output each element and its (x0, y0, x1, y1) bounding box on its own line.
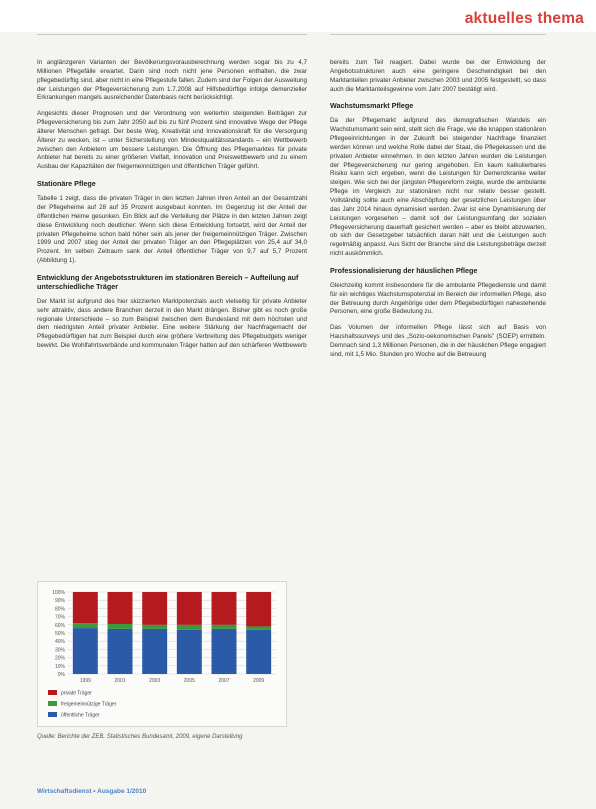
x-tick-label: 1999 (79, 678, 91, 684)
bar-segment (212, 625, 237, 629)
bar-segment (142, 629, 167, 674)
bar-segment (246, 630, 271, 674)
bar-segment (108, 592, 133, 624)
right-paragraph: Gleichzeitig kommt insbesondere für die ambulante Pflegedienste und damit für ein wichtiges Wachstumspotenzial im Bereich der informellen Pflege, also der Betreuung durch Angehörige oder dem Pflegebedürftigen nahestehende Personen, eine große Bedeutung zu. (330, 281, 546, 316)
header-rule-right (330, 34, 546, 35)
right-paragraph: Das Volumen der informellen Pflege lässt sich auf Basis von Haushaltssurveys und des „Sozio-oekonomischen Panels" (SOEP) ermitteln. Demnach sind 1,3 Millionen Personen, die in der häuslichen Pflege engagiert sind, mit 1,5 Mio. Stunden pro Woche auf die Betreuung (330, 324, 546, 358)
right-column (330, 59, 546, 367)
legend-swatch (48, 712, 57, 717)
bar-segment (73, 623, 98, 628)
bar-segment (177, 625, 202, 630)
x-tick-label: 2007 (218, 678, 230, 684)
section-title: aktuelles thema (464, 10, 584, 27)
bar-segment (108, 629, 133, 674)
y-tick-label: 40% (54, 639, 65, 646)
right-paragraph: Da der Pflegemarkt aufgrund des demografischen Wandels ein Wachstumsmarkt sein wird, stellt sich die Frage, wie die knappen stationären Pflegeeinrichtungen in der Zukunft bei steigender Nachfrage finanziert werden können und welche Rolle dabei der Staat, die Pflegekassen und die privaten Anbieter einnehmen. In den letzten Jahren wurden die Leistungen der Pflegeversicherung nur gering angehoben. Ein kaum kalkulierbares Risiko kann sich ergeben, wenn die Leistungen für Demenzkranke weiter steigen. Wie sich bei der jüngsten Pflegereform zeigte, wurde die ambulante Pflege im Vergleich zur stationären nicht nur relativ besser gestellt. Vollständig sollte auch eine Abschöpfung der gesetzlichen Leistungen über das Jahr 2014 hinaus dynamisiert werden. Zwar ist eine Dynamisierung der Leistungen vorgesehen – damit soll der Leistungsumfang der sozialen Pflegeversicherung dauerhaft gesichert werden – aber es bleibt abzuwarten, ob sich der Gesetzgeber tatsächlich daran hält und die Leistungen auch regelmäßig anpasst. Aus Sicht der Branche sind die Leistungsbeträge derzeit nicht auskömmlich. (330, 117, 546, 258)
legend-swatch (48, 690, 57, 695)
y-tick-label: 0% (57, 672, 65, 678)
bar-segment (108, 624, 133, 629)
stacked-bar-chart (38, 582, 286, 726)
subheading-stationaere-pflege: Stationäre Pflege (37, 179, 96, 189)
y-tick-label: 70% (54, 614, 65, 621)
y-tick-label: 90% (54, 598, 65, 605)
y-tick-label: 80% (54, 606, 65, 613)
y-tick-label: 50% (54, 631, 65, 637)
x-tick-label: 2001 (114, 678, 126, 684)
bar-segment (73, 592, 98, 623)
subheading-wachstumsmarkt: Wachstumsmarkt Pflege (330, 101, 414, 111)
bar-segment (142, 625, 167, 629)
x-tick-label: 2005 (183, 678, 195, 684)
bar-segment (246, 592, 271, 626)
x-tick-label: 2009 (253, 678, 265, 684)
y-tick-label: 100% (52, 590, 65, 596)
left-paragraph: Der Markt ist aufgrund des hier skizzierten Marktpotenzials auch vielseitig für private Anbieter sehr attraktiv, dass andere Branchen derzeit in den Markt drängen. Bisher gibt es noch große regionale Unterschiede – so zum Beispiel zwischen dem Bundesland mit dem höchsten und dem niedrigsten Anteil privater Anbieter. Eine weitere Stärkung der Nachfragemacht der Pflegebedürftigen hat zum Beispiel durch eine größere Verbreitung des Pflegebudgets weniger bewirkt. Die Wohlfahrtsverbände und kommunalen Träger hatten auf den schärferen Wettbewerb (37, 297, 307, 350)
y-tick-label: 30% (54, 647, 65, 654)
bar-segment (177, 592, 202, 625)
footer-text: Wirtschaftsdienst • Ausgabe 1/2010 (37, 788, 147, 795)
left-paragraph: Tabelle 1 zeigt, dass die privaten Träger in den letzten Jahren ihren Anteil an der Gesamtzahl der Pflegeheime auf 28 auf 35 Prozent ausgebaut konnten. Im Gegenzug ist der Anteil der öffentlichen Heime gesunken. Ein Blick auf die Verteilung der Plätze in den letzten Jahren zeigt diese Entwicklung noch deutlicher: Wenn sich diese Entwicklung fortsetzt, wird der Anteil der privaten Pflegeheime schon bald höher sein als jener der freigemeinnützigen Träger. Zwischen 1999 und 2007 stieg der Anteil der privaten Träger an den Pflegeplätzen von 25,4 auf 34,0 Prozent. Im selben Zeitraum sank der Anteil öffentlicher Träger von 9,7 auf 5,7 Prozent (Abbildung 1). (37, 195, 307, 265)
chart-caption: Quelle: Berichte der ZEB, Statistisches Bundesamt, 2009, eigene Darstellung (37, 734, 243, 740)
chart-panel (37, 581, 287, 727)
subheading-angebotsstrukturen: Entwicklung der Angebotsstrukturen im stationären Bereich – Aufteilung auf unterschiedliche Träger (37, 272, 299, 291)
header-rule-left (37, 34, 307, 35)
left-paragraph: Angesichts dieser Prognosen und der Verordnung von weiterhin steigenden Beiträgen zur Pflegeversicherung bis zum Jahr 2050 auf bis zu fünf Prozent sind innovative Wege der Pflege älterer Menschen gefragt. Der beste Weg, Kreativität und Innovationskraft für die Versorgung Älterer zu wecken, ist – unter Sicherstellung von Mindestqualitätsstandards – ein Wettbewerb zwischen den Anbietern um bessere Leistungen. Die Öffnung des Pflegemarktes für private Anbieter hat bereits zu einer größeren Vielfalt, Innovation und Preiswettbewerb und zu einem Ausbau der Kapazitäten der freigemeinnützigen und öffentlichen Träger geführt. (37, 110, 307, 171)
left-column (37, 59, 307, 358)
y-tick-label: 20% (54, 655, 65, 662)
legend-label: öffentliche Träger (61, 712, 100, 719)
y-tick-label: 60% (54, 622, 65, 629)
legend-label: freigemeinnützige Träger (61, 701, 117, 708)
x-tick-label: 2003 (149, 678, 161, 684)
bar-segment (73, 628, 98, 674)
legend-label: private Träger (61, 690, 92, 697)
bar-segment (177, 630, 202, 674)
bar-segment (212, 592, 237, 625)
bar-segment (212, 629, 237, 674)
bar-segment (142, 592, 167, 625)
right-paragraph: bereits zum Teil reagiert. Dabei wurde bei der Entwicklung der Angebotsstrukturen auch eine geringere Geschwindigkeit bei den Marktanteilen privater Anbieter zwischen 2003 und 2005 festgestellt, so dass auch die Marktanteilsgewinne vom Jahr 2007 bestätigt wird. (330, 59, 546, 93)
legend-swatch (48, 701, 57, 706)
left-paragraph: In anglänzgeren Varianten der Bevölkerungsvorausberechnung werden sogar bis zu 4,7 Millionen Pflegefälle erwartet. Darin sind noch nicht jene Personen enthalten, die zwar pflegebedürftig sind, aber nicht in eine Pflegestufe fallen. Zudem sind der Folgen der Ausweitung der Leistungen der Pflegeversicherung zum 1.7.2008 auf Hilfsbedürftige infolge demenzieller Erkrankungen mangels ausreichender Datenbasis nicht berücksichtigt. (37, 59, 307, 102)
subheading-professionalisierung: Professionalisierung der häuslichen Pflege (330, 265, 478, 275)
y-tick-label: 10% (54, 663, 65, 670)
bar-segment (246, 626, 271, 629)
